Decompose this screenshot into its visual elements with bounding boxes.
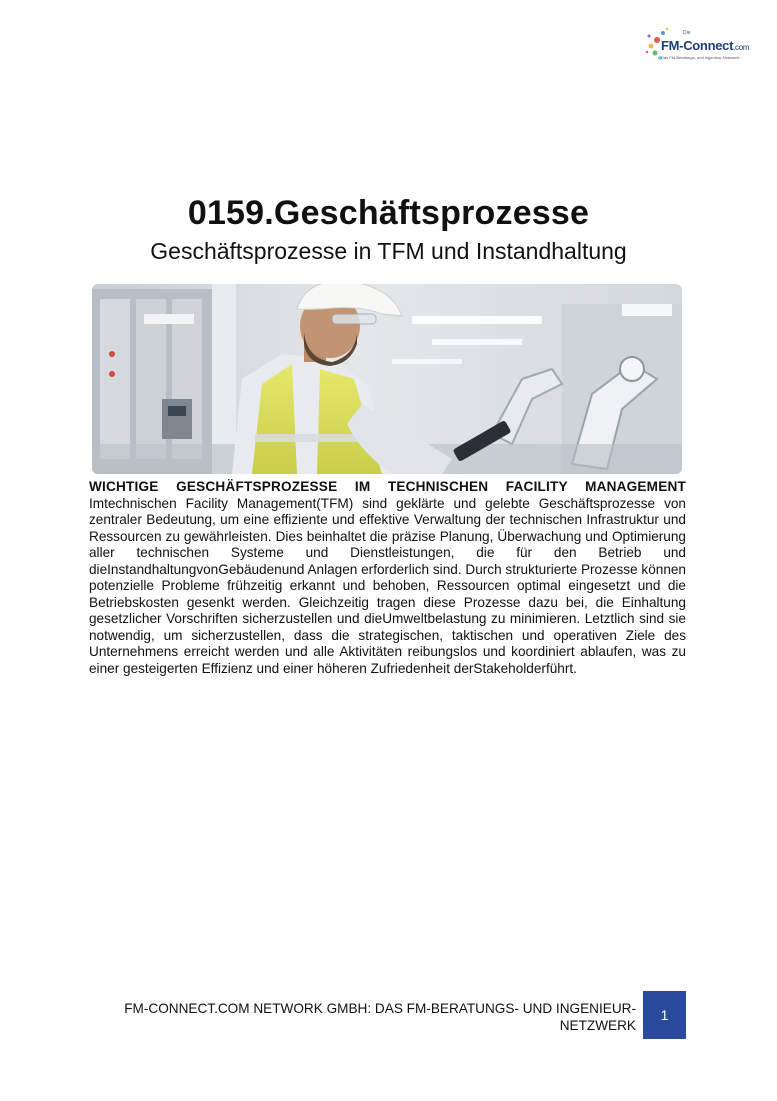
hero-image bbox=[92, 284, 682, 474]
footer-text: FM-CONNECT.COM NETWORK GMBH: DAS FM-BERATUNGS- UND INGENIEUR-NETZWERK bbox=[124, 1001, 636, 1033]
section-heading: WICHTIGE GESCHÄFTSPROZESSE IM TECHNISCHEN FACILITY MANAGEMENT bbox=[89, 479, 686, 494]
section-body: Imtechnischen Facility Management(TFM) sind geklärte und gelebte Geschäftsprozesse von zentraler Bedeutung, um eine effiziente und effektive Verwaltung der technischen Infrastruktur und Ressourcen zu gewährleisten. Dies beinhaltet die präzise Planung, Überwachung und Optimierung aller technischen Systeme und Dienstleistungen, die für den Betrieb und dieInstandhaltungvonGebäudenund Anlagen erforderlich sind. Durch strukturierte Prozesse können potenzielle Probleme frühzeitig erkannt und behoben, Ressourcen optimal eingesetzt und die Betriebskosten gesenkt werden. Gleichzeitig tragen diese Prozesse dazu bei, die Einhaltung gesetzlicher Vorschriften sicherzustellen und dieUmweltbelastung zu minimieren. Letztlich sind sie notwendig, um sicherzustellen, dass die strategischen, taktischen und operativen Ziele des Unternehmens erreicht werden und alle Aktivitäten reibungslos und koordiniert ablaufen, was zu einer gesteigerten Effizienz und einer höheren Zufriedenheit derStakeholderführt. bbox=[89, 495, 686, 676]
document-subtitle: Geschäftsprozesse in TFM und Instandhaltung bbox=[150, 238, 627, 264]
logo-tagline: Das FM-Beratungs- und Ingenieur-Netzwerk bbox=[661, 55, 740, 60]
page-number-badge: 1 bbox=[643, 991, 686, 1039]
logo-small-text: Die bbox=[683, 30, 691, 36]
content-section bbox=[89, 479, 686, 677]
engineer-with-tablet-in-factory-image bbox=[92, 284, 682, 474]
logo-brand: FM-Connect.com bbox=[661, 38, 750, 53]
document-title: 0159.Geschäftsprozesse bbox=[187, 194, 590, 232]
fm-connect-logo bbox=[645, 24, 750, 70]
